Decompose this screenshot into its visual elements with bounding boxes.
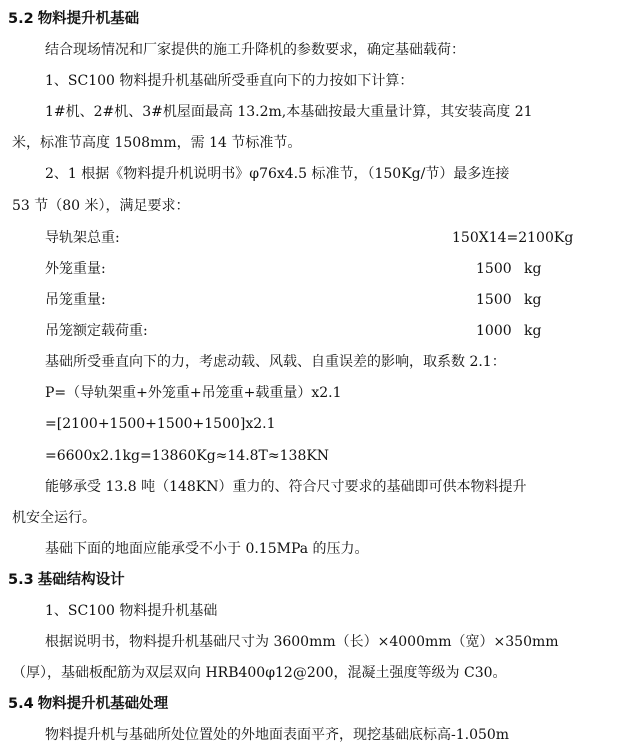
standard-section-paragraph-line-1: 2、1 根据《物料提升机说明书》φ76x4.5 标准节，（150Kg/节）最多连接 xyxy=(45,166,510,182)
standard-section-paragraph-line-2: 53 节（80 米），满足要求： xyxy=(12,198,190,214)
load-label: 吊笼重量: xyxy=(45,292,106,308)
section-5-2-heading xyxy=(8,9,139,29)
formula-line-2: =[2100+1500+1500+1500]x2.1 xyxy=(45,416,276,432)
height-paragraph-line-2: 米，标准节高度 1508mm，需 14 节标准节。 xyxy=(12,135,302,151)
load-label: 外笼重量: xyxy=(45,261,106,277)
item-1-foundation: 1、SC100 物料提升机基础 xyxy=(45,603,218,619)
load-value: 1500 xyxy=(476,292,512,308)
load-row-cage xyxy=(45,290,565,310)
load-row-outer-cage xyxy=(45,259,565,279)
load-row-rated-load xyxy=(45,321,565,341)
load-unit: kg xyxy=(524,292,542,308)
load-factor-paragraph: 基础所受垂直向下的力，考虑动载、风载、自重误差的影响，取系数 2.1： xyxy=(45,354,506,370)
height-paragraph-line-1: 1#机、2#机、3#机屋面最高 13.2m,本基础按最大重量计算，其安装高度 21 xyxy=(45,104,533,120)
formula-line-3: =6600x2.1kg=13860Kg≈14.8T≈138KN xyxy=(45,448,330,464)
load-label: 导轨架总重: xyxy=(45,230,120,246)
section-title: 物料提升机基础 xyxy=(37,11,140,27)
section-number: 5.2 xyxy=(8,11,34,27)
load-label: 吊笼额定载荷重: xyxy=(45,323,148,339)
conclusion-line-2: 机安全运行。 xyxy=(12,510,96,526)
section-title: 物料提升机基础处理 xyxy=(37,696,169,712)
section-5-3-heading xyxy=(8,570,125,590)
item-1-heading: 1、SC100 物料提升机基础所受垂直向下的力按如下计算： xyxy=(45,73,414,89)
load-value: 150X14=2100Kg xyxy=(452,230,574,246)
section-5-4-heading xyxy=(8,694,168,714)
load-value: 1500 xyxy=(476,261,512,277)
section-title: 基础结构设计 xyxy=(37,572,125,588)
section-number: 5.3 xyxy=(8,572,34,588)
load-row-guide-rail xyxy=(45,228,574,248)
load-unit: kg xyxy=(524,261,542,277)
intro-paragraph: 结合现场情况和厂家提供的施工升降机的参数要求，确定基础载荷： xyxy=(45,42,465,58)
section-number: 5.4 xyxy=(8,696,34,712)
foundation-size-line-1: 根据说明书，物料提升机基础尺寸为 3600mm（长）×4000mm（宽）×350mm xyxy=(45,634,559,650)
load-value: 1000 xyxy=(476,323,512,339)
ground-pressure-paragraph: 基础下面的地面应能承受不小于 0.15MPa 的压力。 xyxy=(45,541,369,557)
foundation-size-line-2: （厚），基础板配筋为双层双向 HRB400φ12@200，混凝土强度等级为 C30。 xyxy=(12,665,507,681)
foundation-treatment-line-1: 物料提升机与基础所处位置处的外地面表面平齐，现挖基础底标高-1.050m xyxy=(45,727,510,743)
load-unit: kg xyxy=(524,323,542,339)
conclusion-line-1: 能够承受 13.8 吨（148KN）重力的、符合尺寸要求的基础即可供本物料提升 xyxy=(45,479,527,495)
formula-line-1: P=（导轨架重+外笼重+吊笼重+载重量）x2.1 xyxy=(45,385,342,401)
